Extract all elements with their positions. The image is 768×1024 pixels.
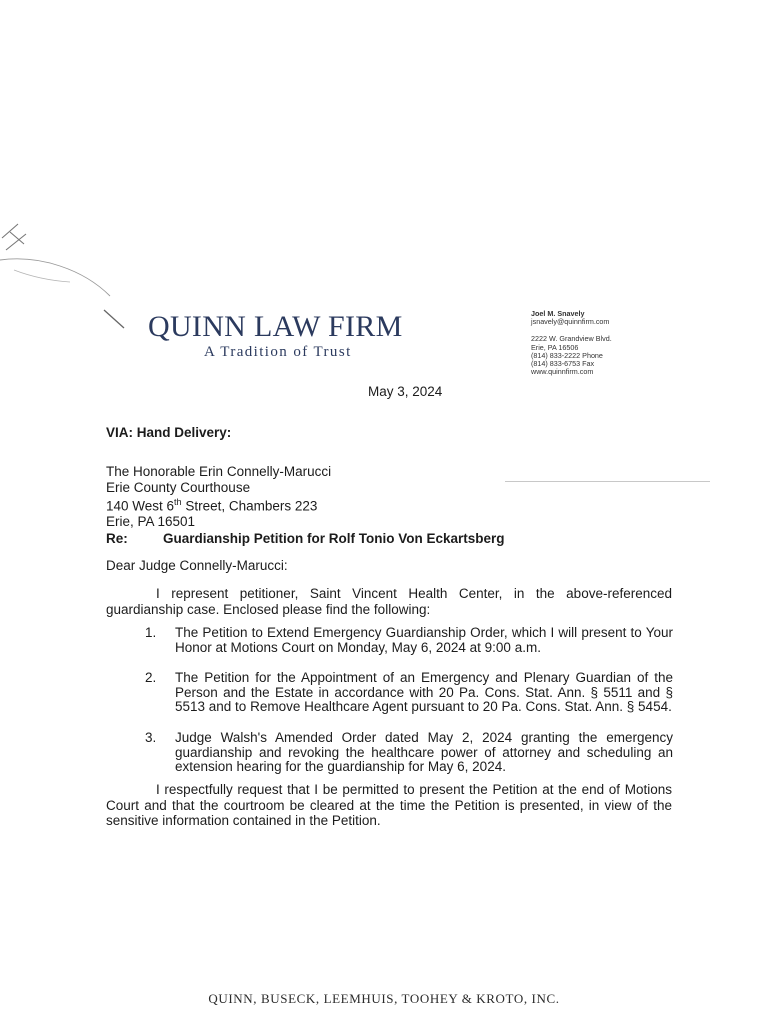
- scan-artifact-marks: [0, 210, 140, 340]
- recipient-city: Erie, PA 16501: [106, 514, 196, 529]
- attorney-contact-block: [531, 310, 691, 376]
- enclosure-item: 3. Judge Walsh's Amended Order dated May 2, 2024 granting the emergency guardianship and revoking the healthcare power of attorney and scheduling an extension hearing for the guardianship for May 6, 2024.: [145, 730, 673, 774]
- letter-date: May 3, 2024: [368, 384, 443, 399]
- request-paragraph: I respectfully request that I be permitted to present the Petition at the end of Motions Court and that the courtroom be cleared at the time the Petition is presented, in view of the sensitive information contained in the Petition.: [106, 782, 672, 828]
- enclosure-item: 1. The Petition to Extend Emergency Guardianship Order, which I will present to Your Honor at Motions Court on Monday, May 6, 2024 at 9:00 a.m.: [145, 625, 673, 655]
- website: www.quinnfirm.com: [531, 367, 594, 377]
- firm-name: QUINN LAW FIRM: [148, 310, 403, 343]
- re-line: [106, 531, 505, 546]
- recipient-address: [106, 464, 331, 530]
- enclosure-item: 2. The Petition for the Appointment of an Emergency and Plenary Guardian of the Person and the Estate in accordance with 20 Pa. Cons. Stat. Ann. § 5511 and § 5513 and to Remove Healthcare Agent pursuant to 20 Pa. Cons. Stat. Ann. § 5454.: [145, 670, 673, 714]
- phone-number: (814) 833-2222 Phone: [531, 350, 603, 360]
- firm-logo: [148, 310, 448, 362]
- address-line-1: 2222 W. Grandview Blvd.: [531, 334, 612, 344]
- intro-paragraph: I represent petitioner, Saint Vincent Health Center, in the above-referenced guardianship case. Enclosed please find the following:: [106, 586, 672, 617]
- recipient-street: 140 West 6th Street, Chambers 223: [106, 497, 318, 514]
- fax-number: (814) 833-6753 Fax: [531, 359, 595, 369]
- recipient-name: The Honorable Erin Connelly-Marucci: [106, 464, 332, 479]
- attorney-email: jsnavely@quinnfirm.com: [531, 317, 610, 327]
- address-line-2: Erie, PA 16506: [531, 342, 579, 352]
- salutation: Dear Judge Connelly-Marucci:: [106, 558, 288, 573]
- scan-artifact-line: [505, 481, 710, 482]
- re-subject: Guardianship Petition for Rolf Tonio Von Eckartsberg: [163, 531, 505, 546]
- recipient-building: Erie County Courthouse: [106, 479, 251, 495]
- firm-footer: QUINN, BUSECK, LEEMHUIS, TOOHEY & KROTO, INC.: [208, 991, 560, 1006]
- firm-tagline: A Tradition of Trust: [204, 344, 352, 360]
- delivery-method: VIA: Hand Delivery:: [106, 425, 232, 440]
- attorney-name: Joel M. Snavely: [531, 309, 585, 318]
- re-label: Re:: [106, 531, 128, 546]
